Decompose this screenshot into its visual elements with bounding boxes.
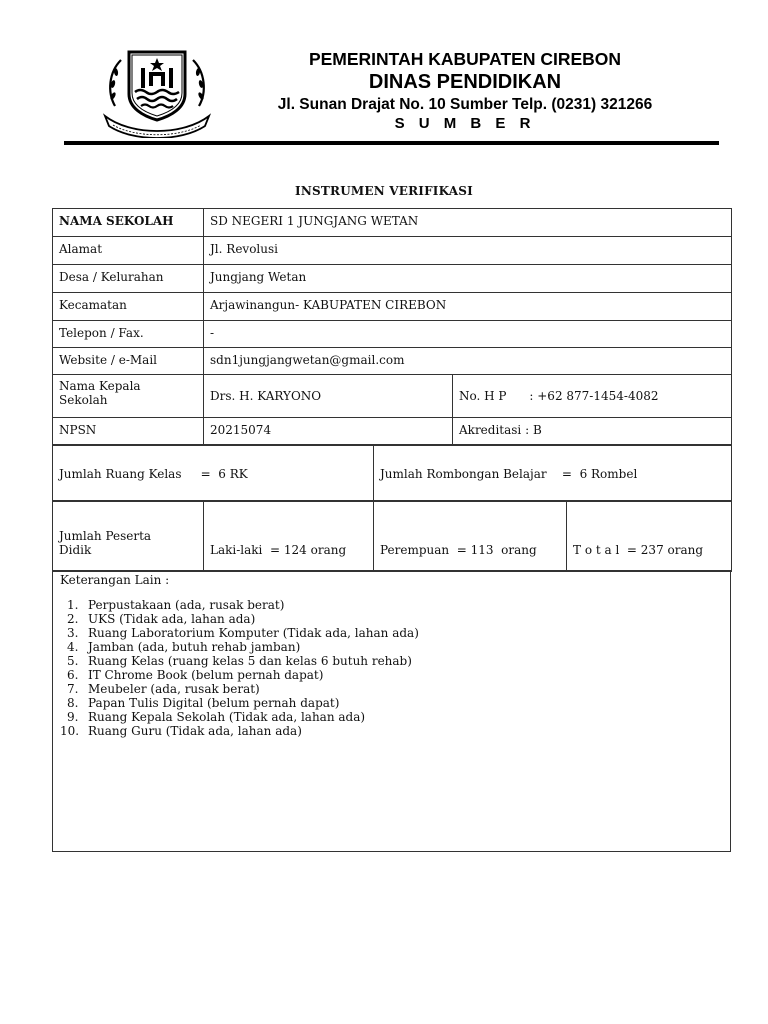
list-item [53, 682, 419, 696]
school-name-value: SD NEGERI 1 JUNGJANG WETAN [204, 209, 732, 237]
principal-label-line1: Nama Kepala [59, 379, 141, 393]
table-row [53, 265, 732, 293]
school-name-label: NAMA SEKOLAH [53, 209, 204, 237]
cirebon-regency-emblem-icon [101, 46, 213, 138]
principal-label [53, 375, 204, 418]
students-label [53, 501, 204, 572]
npsn-value: 20215074 [204, 418, 453, 445]
notes-list [53, 598, 419, 738]
list-item-number: 3. [67, 626, 79, 640]
website-label: Website / e-Mail [53, 348, 204, 375]
list-item-number: 5. [67, 654, 79, 668]
agency-city: S U M B E R [394, 115, 536, 132]
list-item [53, 724, 419, 738]
agency-address: Jl. Sunan Drajat No. 10 Sumber Telp. (0231) 321266 [277, 96, 653, 113]
mobile-phone-value: : +62 877-1454-4082 [529, 389, 659, 403]
list-item-number: 1. [67, 598, 79, 612]
phone-value: - [204, 321, 732, 348]
class-count-table [52, 445, 732, 502]
list-item-text: Ruang Guru (Tidak ada, lahan ada) [88, 724, 302, 738]
list-item [53, 612, 419, 626]
table-row [53, 293, 732, 321]
list-item-number: 6. [67, 668, 79, 682]
table-row [53, 237, 732, 265]
list-item [53, 626, 419, 640]
list-item-number: 8. [67, 696, 79, 710]
village-value: Jungjang Wetan [204, 265, 732, 293]
district-label: Kecamatan [53, 293, 204, 321]
agency-name: DINAS PENDIDIKAN [368, 71, 562, 93]
study-group-count: Jumlah Rombongan Belajar = 6 Rombel [374, 446, 732, 502]
letterhead-text [220, 48, 710, 133]
list-item-text: IT Chrome Book (belum pernah dapat) [88, 668, 324, 682]
table-row [53, 446, 732, 502]
npsn-label: NPSN [53, 418, 204, 445]
list-item-number: 4. [67, 640, 79, 654]
list-item-text: UKS (Tidak ada, lahan ada) [88, 612, 256, 626]
list-item-text: Meubeler (ada, rusak berat) [88, 682, 260, 696]
list-item-number: 2. [67, 612, 79, 626]
government-name: PEMERINTAH KABUPATEN CIREBON [308, 49, 622, 69]
students-label-line1: Jumlah Peserta [59, 529, 152, 543]
list-item-text: Ruang Laboratorium Komputer (Tidak ada, lahan ada) [88, 626, 419, 640]
list-item-text: Papan Tulis Digital (belum pernah dapat) [88, 696, 340, 710]
table-row [53, 348, 732, 375]
address-label: Alamat [53, 237, 204, 265]
list-item-text: Ruang Kelas (ruang kelas 5 dan kelas 6 butuh rehab) [88, 654, 412, 668]
district-value: Arjawinangun- KABUPATEN CIREBON [204, 293, 732, 321]
accreditation-value: Akreditasi : B [453, 418, 732, 445]
principal-value: Drs. H. KARYONO [204, 375, 453, 418]
principal-label-line2: Sekolah [59, 393, 108, 407]
website-value: sdn1jungjangwetan@gmail.com [204, 348, 732, 375]
list-item-text: Jamban (ada, butuh rehab jamban) [88, 640, 301, 654]
table-row [53, 418, 732, 445]
table-row [53, 501, 732, 572]
phone-label: Telepon / Fax. [53, 321, 204, 348]
list-item-number: 9. [67, 710, 79, 724]
list-item-number: 10. [60, 724, 80, 738]
student-count-table [52, 500, 732, 572]
list-item-text: Ruang Kepala Sekolah (Tidak ada, lahan ada) [88, 710, 366, 724]
list-item [53, 710, 419, 724]
school-info-table [52, 208, 732, 445]
table-row [53, 375, 732, 418]
list-item [53, 696, 419, 710]
list-item-text: Perpustakaan (ada, rusak berat) [88, 598, 285, 612]
list-item-number: 7. [67, 682, 79, 696]
other-notes-section [52, 570, 731, 852]
students-label-line2: Didik [59, 543, 92, 557]
village-label: Desa / Kelurahan [53, 265, 204, 293]
female-student-count: Perempuan = 113 orang [374, 501, 567, 572]
list-item [53, 654, 419, 668]
list-item [53, 598, 419, 612]
classroom-count: Jumlah Ruang Kelas = 6 RK [53, 446, 374, 502]
mobile-phone-label: No. H P [459, 389, 507, 403]
notes-heading: Keterangan Lain : [60, 573, 170, 587]
document-title: INSTRUMEN VERIFIKASI [295, 184, 473, 198]
list-item [53, 668, 419, 682]
total-student-count: T o t a l = 237 orang [567, 501, 732, 572]
letterhead [0, 0, 768, 150]
mobile-phone-cell [453, 375, 732, 418]
table-row [53, 209, 732, 237]
address-value: Jl. Revolusi [204, 237, 732, 265]
male-student-count: Laki-laki = 124 orang [204, 501, 374, 572]
letterhead-divider [64, 141, 719, 145]
list-item [53, 640, 419, 654]
table-row [53, 321, 732, 348]
